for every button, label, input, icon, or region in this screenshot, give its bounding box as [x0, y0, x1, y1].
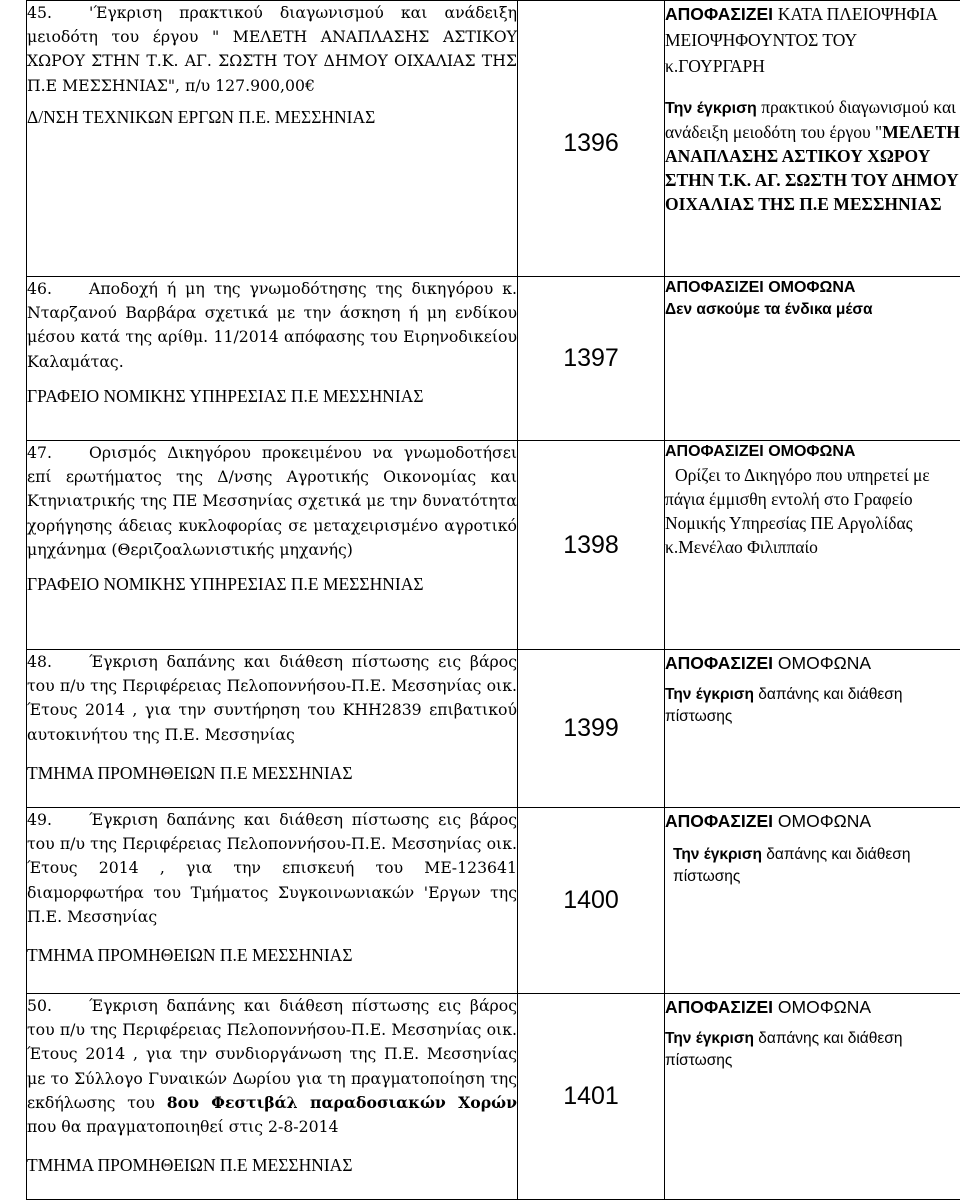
table-row: [27, 994, 960, 1200]
subject-cell: [27, 1, 518, 277]
decision-cell: [665, 650, 960, 808]
table-row: [27, 650, 960, 808]
subject-cell: [27, 277, 518, 441]
subject-cell: [27, 994, 518, 1200]
decision-heading: ΑΠΟΦΑΣΙΖΕΙ ΟΜΟΦΩΝΑ: [665, 277, 960, 299]
decision-heading: ΑΠΟΦΑΣΙΖΕΙ ΟΜΟΦΩΝΑ: [665, 994, 960, 1020]
decision-number: 1396: [518, 1, 665, 277]
decision-heading: ΑΠΟΦΑΣΙΖΕΙ ΟΜΟΦΩΝΑ: [665, 650, 960, 676]
department-label: ΤΜΗΜΑ ΠΡΟΜΗΘΕΙΩΝ Π.Ε ΜΕΣΣΗΝΙΑΣ: [27, 761, 517, 785]
decision-cell: [665, 808, 960, 994]
table-row: [27, 441, 960, 650]
decision-number: 1399: [518, 650, 665, 808]
decision-cell: [665, 994, 960, 1200]
decision-text: Την έγκριση δαπάνης και διάθεση πίστωσης: [665, 1028, 960, 1072]
department-label: ΤΜΗΜΑ ΠΡΟΜΗΘΕΙΩΝ Π.Ε ΜΕΣΣΗΝΙΑΣ: [27, 943, 517, 967]
decision-cell: [665, 1, 960, 277]
table-row: [27, 808, 960, 994]
subject-cell: [27, 808, 518, 994]
item-subject: 48. Έγκριση δαπάνης και διάθεση πίστωσης εις βάρος του π/υ της Περιφέρειας Πελοποννήσου-Π.Ε. Μεσσηνίας οικ. Έτους 2014 , για την συντήρηση του ΚΗΗ2839 επιβατικού αυτοκινήτου της Π.Ε. Μεσσηνίας: [27, 650, 517, 747]
decision-number: 1400: [518, 808, 665, 994]
item-number: 49.: [27, 808, 89, 832]
decision-heading: ΑΠΟΦΑΣΙΖΕΙ ΟΜΟΦΩΝΑ: [665, 441, 960, 463]
decision-cell: [665, 441, 960, 650]
decision-text: Την έγκριση δαπάνης και διάθεση πίστωσης: [665, 684, 960, 728]
item-subject: 46. Αποδοχή ή μη της γνωμοδότησης της δικηγόρου κ. Νταρζανού Βαρβάρα σχετικά με την άσκηση ή μη ενδίκου μέσου κατά της αρίθμ. 11/2014 απόφασης του Ειρηνοδικείου Καλαμάτας.: [27, 277, 517, 374]
department-label: Δ/ΝΣΗ ΤΕΧΝΙΚΩΝ ΕΡΓΩΝ Π.Ε. ΜΕΣΣΗΝΙΑΣ: [27, 105, 517, 129]
table-row: [27, 277, 960, 441]
item-subject: 47. Ορισμός Δικηγόρου προκειμένου να γνωμοδοτήσει επί ερωτήματος της Δ/νσης Αγροτικής Οικονομίας και Κτηνιατρικής της ΠΕ Μεσσηνίας σχετικά με την δυνατότητα χορήγησης άδειας κυκλοφορίας σε μεταχειρισμένο αγροτικό μηχάνημα (Θεριζοαλωνιστικής μηχανής): [27, 441, 517, 562]
department-label: ΓΡΑΦΕΙΟ ΝΟΜΙΚΗΣ ΥΠΗΡΕΣΙΑΣ Π.Ε ΜΕΣΣΗΝΙΑΣ: [27, 384, 517, 408]
subject-cell: [27, 441, 518, 650]
item-subject: 49. Έγκριση δαπάνης και διάθεση πίστωσης εις βάρος του π/υ της Περιφέρειας Πελοποννήσου-Π.Ε. Μεσσηνίας οικ. Έτους 2014 , για την επισκευή του ΜΕ-123641 διαμορφωτήρα του Τμήματος Συγκοινωνιακών 'Εργων της Π.Ε. Μεσσηνίας: [27, 808, 517, 929]
department-label: ΤΜΗΜΑ ΠΡΟΜΗΘΕΙΩΝ Π.Ε ΜΕΣΣΗΝΙΑΣ: [27, 1153, 517, 1177]
decision-number: 1401: [518, 994, 665, 1200]
decision-number: 1397: [518, 277, 665, 441]
decision-text: Ορίζει το Δικηγόρο που υπηρετεί με πάγια έμμισθη εντολή στο Γραφείο Νομικής Υπηρεσίας ΠΕ Αργολίδας κ.Μενέλαο Φιλιππαίο: [665, 463, 960, 559]
department-label: ΓΡΑΦΕΙΟ ΝΟΜΙΚΗΣ ΥΠΗΡΕΣΙΑΣ Π.Ε ΜΕΣΣΗΝΙΑΣ: [27, 572, 517, 596]
decision-heading: ΑΠΟΦΑΣΙΖΕΙ ΟΜΟΦΩΝΑ: [665, 808, 960, 834]
subject-cell: [27, 650, 518, 808]
decision-cell: [665, 277, 960, 441]
item-number: 45.: [27, 1, 89, 25]
decision-text: Δεν ασκούμε τα ένδικα μέσα: [665, 299, 960, 321]
minutes-table: [26, 0, 960, 1200]
decision-text: Την έγκριση δαπάνης και διάθεση πίστωσης: [665, 844, 960, 888]
decision-heading: ΑΠΟΦΑΣΙΖΕΙ ΚΑΤΑ ΠΛΕΙΟΨΗΦΙΑ ΜΕΙΟΨΗΦΟΥΝΤΟΣ ΤΟΥ κ.ΓΟΥΡΓΑΡΗ: [665, 1, 960, 79]
item-subject: 50. Έγκριση δαπάνης και διάθεση πίστωσης εις βάρος του π/υ της Περιφέρειας Πελοποννήσου-Π.Ε. Μεσσηνίας οικ. Έτους 2014 , για την συνδιοργάνωση της Π.Ε. Μεσσηνίας με το Σύλλογο Γυναικών Δωρίου για τη πραγματοποίηση της εκδήλωσης του 8ου Φεστιβάλ παραδοσιακών Χορών που θα πραγματοποιηθεί στις 2-8-2014: [27, 994, 517, 1139]
item-number: 48.: [27, 650, 89, 674]
item-number: 47.: [27, 441, 89, 465]
decision-number: 1398: [518, 441, 665, 650]
item-number: 46.: [27, 277, 89, 301]
item-number: 50.: [27, 994, 89, 1018]
item-subject: 45. 'Έγκριση πρακτικού διαγωνισμού και ανάδειξη μειοδότη του έργου " ΜΕΛΕΤΗ ΑΝΑΠΛΑΣΗΣ ΑΣΤΙΚΟΥ ΧΩΡΟΥ ΣΤΗΝ Τ.Κ. ΑΓ. ΣΩΣΤΗ ΤΟΥ ΔΗΜΟΥ ΟΙΧΑΛΙΑΣ ΤΗΣ Π.Ε ΜΕΣΣΗΝΙΑΣ", π/υ 127.900,00€: [27, 1, 517, 98]
decision-text: Την έγκριση πρακτικού διαγωνισμού και ανάδειξη μειοδότη του έργου "ΜΕΛΕΤΗ ΑΝΑΠΛΑΣΗΣ ΑΣΤΙΚΟΥ ΧΩΡΟΥ ΣΤΗΝ Τ.Κ. ΑΓ. ΣΩΣΤΗ ΤΟΥ ΔΗΜΟΥ ΟΙΧΑΛΙΑΣ ΤΗΣ Π.Ε ΜΕΣΣΗΝΙΑΣ: [665, 95, 960, 216]
table-row: [27, 1, 960, 277]
